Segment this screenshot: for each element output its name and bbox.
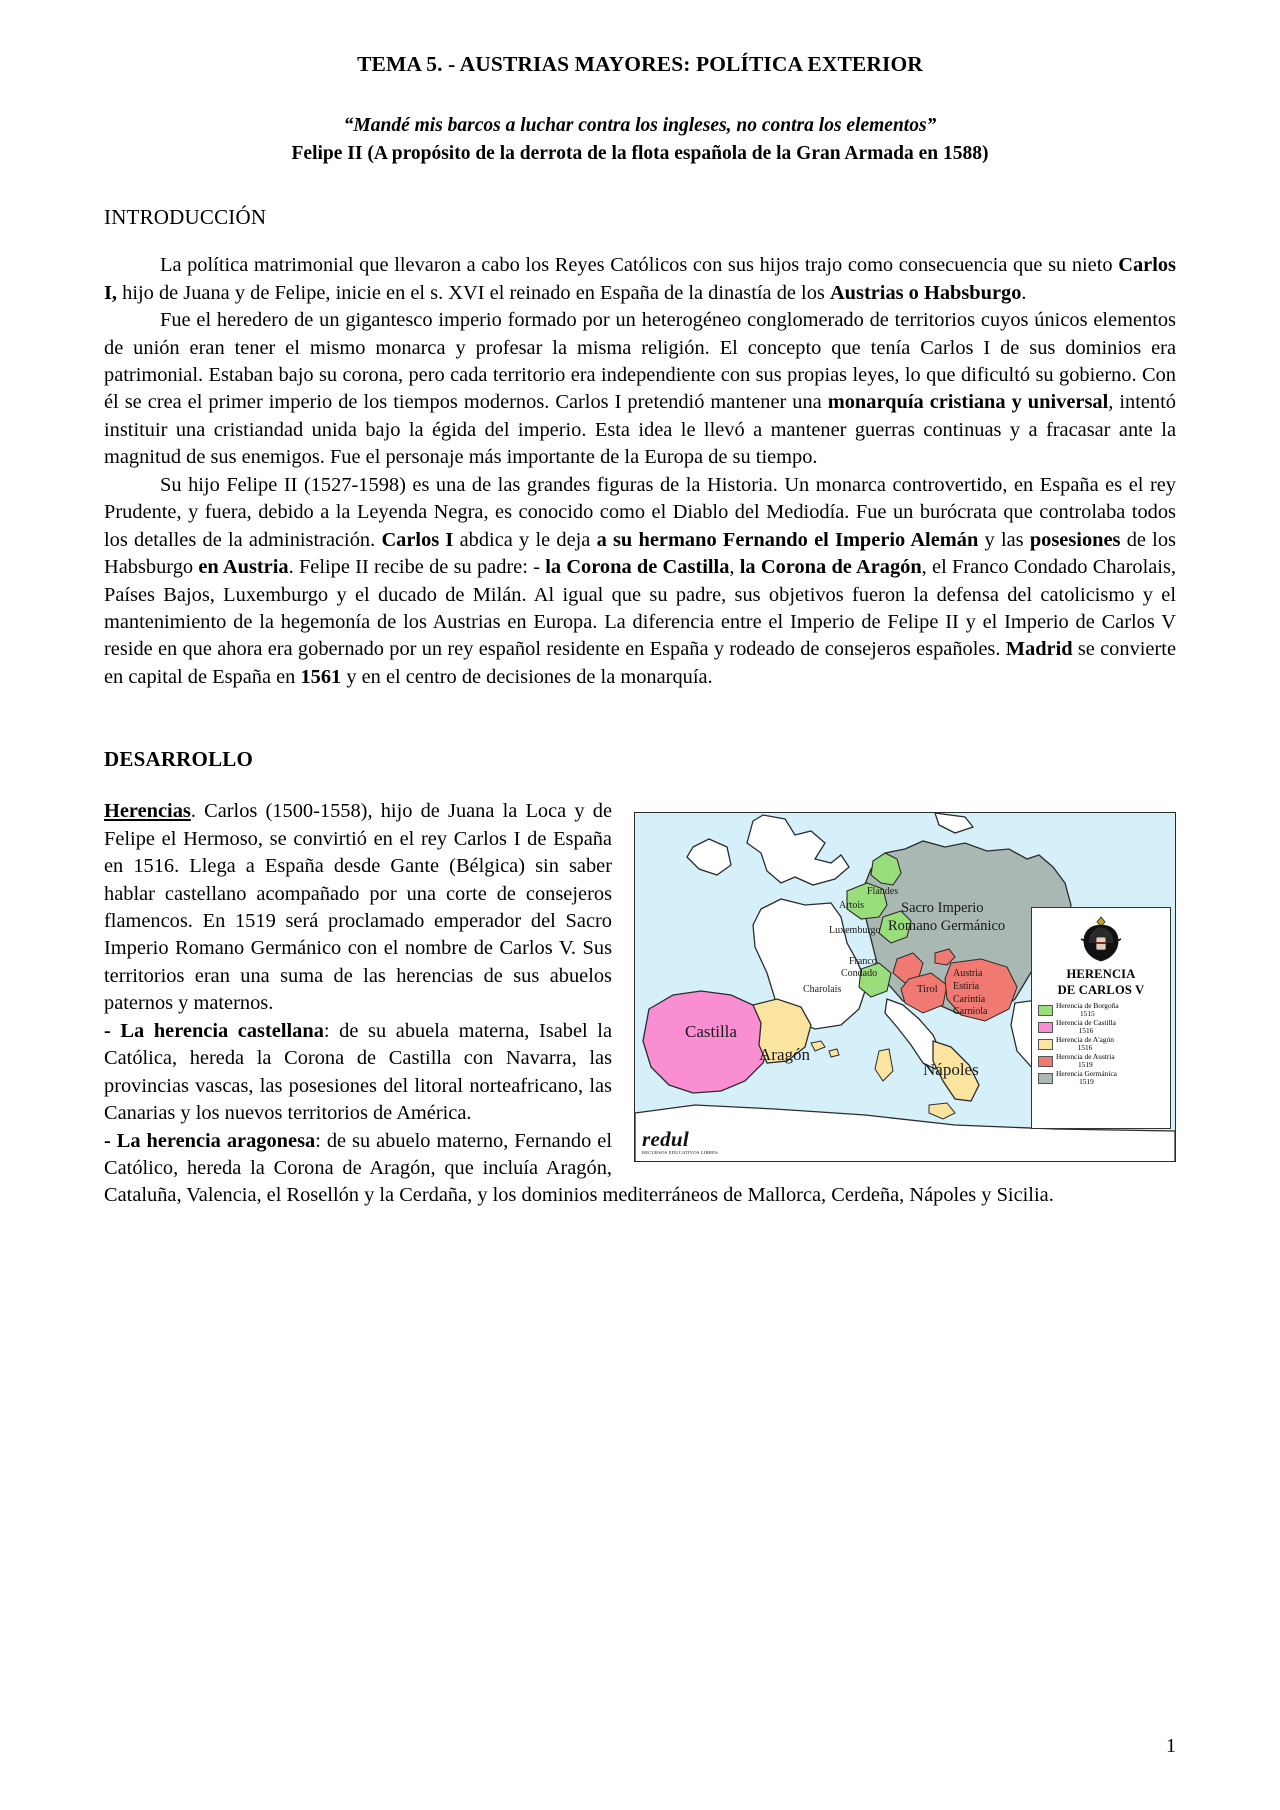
map-label-flandes: Flandes bbox=[867, 886, 899, 898]
p3-text-g: de los Habsburgo bbox=[104, 528, 1176, 579]
legend-item-austria bbox=[1038, 1053, 1166, 1069]
herencia-aragonesa-label: - La herencia aragonesa bbox=[104, 1129, 316, 1152]
map-frame bbox=[634, 812, 1176, 1162]
epigraph bbox=[104, 113, 1176, 167]
legend-label-austria-text: Herencia de Austria bbox=[1056, 1052, 1115, 1062]
p3-bold-carlos-i: Carlos I bbox=[381, 528, 454, 551]
herencia-castellana-label: - La herencia castellana bbox=[104, 1019, 324, 1042]
p3-text-i: . Felipe II recibe de su padre: - bbox=[288, 556, 546, 579]
herencias-label: Herencias bbox=[104, 800, 191, 823]
p3-text-c: abdica y le deja bbox=[453, 528, 597, 551]
legend-title-line1: HERENCIA bbox=[1066, 967, 1136, 982]
legend-swatch-castilla bbox=[1038, 1022, 1053, 1033]
paragraph-1 bbox=[104, 252, 1176, 307]
land-castilla bbox=[643, 991, 771, 1093]
herencia-aragonesa-text: : de su abuelo materno, Fernando el Católico, hereda la Corona de Aragón, que incluía Aragón, Cataluña, Valencia, el Rosellón y la Cerdaña, y los dominios mediterráneos de Mallorca, Cerdeña, Nápoles y Sicilia. bbox=[104, 1129, 1054, 1207]
map-label-carniola: Carniola bbox=[953, 1006, 988, 1018]
map-label-charolais: Charolais bbox=[803, 984, 842, 996]
heading-introduccion: INTRODUCCIÓN bbox=[104, 205, 267, 230]
herencias-text: . Carlos (1500-1558), hijo de Juana la Loca y de Felipe el Hermoso, se convirtió en el rey Carlos I de España en 1516. Llega a España desde Gante (Bélgica) sin saber hablar castellano acompañado por una corte de consejeros flamencos. En 1519 será proclamado emperador del Sacro Imperio Romano Germánico con el nombre de Carlos V. Sus territorios eran una suma de las herencias de sus abuelos paternos y maternos. bbox=[104, 800, 612, 1015]
map-label-condado: Condado bbox=[841, 968, 878, 980]
herencia-castellana-text: : de su abuela materna, Isabel la Católica, hereda la Corona de Castilla con Navarra, las provincias vascas, las posesiones del litoral norteafricano, las Canarias y los nuevos territorios de América. bbox=[104, 1019, 612, 1125]
p1-text-c: hijo de Juana y de Felipe, inicie en el s. XVI el reinado en España de la dinastía de los bbox=[117, 281, 830, 304]
p3-text-e: y las bbox=[978, 528, 1030, 551]
legend-label-aragon-text: Herencia de A'agón bbox=[1056, 1035, 1114, 1045]
land-cerdena bbox=[875, 1049, 893, 1081]
epigraph-quote: “Mandé mis barcos a luchar contra los ingleses, no contra los elementos” bbox=[343, 115, 937, 136]
legend-items bbox=[1036, 1002, 1166, 1086]
map-label-romano-germanico: Romano Germánico bbox=[888, 918, 1006, 935]
p1-bold-carlos-i: Carlos I, bbox=[104, 254, 1176, 304]
legend-year-austria: 1519 bbox=[1077, 1060, 1093, 1070]
legend-year-castilla: 1516 bbox=[1078, 1026, 1094, 1036]
p3-text-o: se convierte en capital de España en bbox=[104, 638, 1176, 688]
p3-text-q: y en el centro de decisiones de la monarquía. bbox=[341, 665, 713, 688]
p2-text-c: , intentó instituir una cristiandad unida bajo la égida del imperio. Esta idea le llevó a mantener guerras continuas y a fracasar ante la magnitud de sus enemigos. Fue el personaje más importante de la Europa de su tiempo. bbox=[104, 391, 1176, 469]
legend-swatch-germanica bbox=[1038, 1073, 1053, 1084]
land-baleares bbox=[811, 1041, 825, 1051]
p2-bold-monarquia: monarquía cristiana y universal bbox=[827, 391, 1109, 414]
legend-year-borgona: 1515 bbox=[1079, 1009, 1095, 1019]
legend-title-line2: DE CARLOS V bbox=[1057, 983, 1145, 998]
p3-bold-posesiones: posesiones bbox=[1029, 528, 1121, 551]
p3-bold-madrid: Madrid bbox=[1005, 638, 1073, 661]
map-label-franco: Franco bbox=[849, 956, 877, 968]
map-label-napoles: Nápoles bbox=[923, 1060, 979, 1080]
p3-text-m: , el Franco Condado Charolais, Países Bajos, Luxemburgo y el ducado de Milán. Al igual que su padre, sus objetivos fueron la defensa del catolicismo y el mantenimiento de la hegemonía de los Austrias en Europa. La diferencia entre el Imperio de Felipe II y el Imperio de Carlos V reside en que ahora era gobernado por un rey español residente en España y rodeado de consejeros españoles. bbox=[104, 556, 1176, 661]
land-sicilia bbox=[929, 1103, 955, 1119]
legend-swatch-aragon bbox=[1038, 1039, 1053, 1050]
map-figure-herencia-carlos-v bbox=[634, 812, 1176, 1162]
map-label-austria: Austria bbox=[953, 968, 983, 980]
legend-label-aragon bbox=[1056, 1036, 1114, 1052]
land-denmark bbox=[935, 813, 973, 833]
land-baleares-2 bbox=[829, 1049, 839, 1057]
p3-text-a: Su hijo Felipe II (1527-1598) es una de las grandes figuras de la Historia. Un monarca controvertido, en España es el rey Prudente, y fuera, debido a la Leyenda Negra, es conocido como el Diablo del Mediodía. Fue un burócrata que controlaba todos los detalles de la administración. bbox=[104, 473, 1176, 551]
map-label-artois: Artois bbox=[839, 900, 864, 912]
herencias-block bbox=[104, 798, 1176, 1210]
legend-year-germanica: 1519 bbox=[1079, 1077, 1094, 1087]
legend-label-borgona-text: Herencia de Borgoña bbox=[1056, 1001, 1119, 1011]
p1-bold-austrias: Austrias o Habsburgo bbox=[829, 281, 1022, 304]
legend-label-castilla bbox=[1056, 1019, 1116, 1035]
legend-label-germanica bbox=[1056, 1070, 1117, 1086]
p3-bold-corona-castilla: la Corona de Castilla bbox=[545, 556, 730, 579]
map-watermark bbox=[642, 1127, 718, 1155]
map-legend bbox=[1031, 907, 1171, 1129]
map-watermark-subtext: RECURSOS EDUCATIVOS LIBRES bbox=[642, 1150, 718, 1156]
paragraph-2 bbox=[104, 307, 1176, 472]
legend-label-austria bbox=[1056, 1053, 1115, 1069]
legend-year-aragon: 1516 bbox=[1077, 1043, 1093, 1053]
map-label-luxemburgo: Luxemburgo bbox=[829, 925, 881, 937]
legend-label-castilla-text: Herencia de Castilla bbox=[1056, 1018, 1116, 1028]
p3-bold-1561: 1561 bbox=[300, 665, 342, 688]
p3-bold-corona-aragon: la Corona de Aragón bbox=[739, 556, 922, 579]
map-watermark-text: redul bbox=[642, 1127, 690, 1152]
map-label-castilla: Castilla bbox=[685, 1022, 737, 1042]
legend-label-germanica-text: Herencia Germánica bbox=[1056, 1069, 1117, 1079]
epigraph-attribution: Felipe II (A propósito de la derrota de la flota española de la Gran Armada en 1588) bbox=[291, 143, 989, 165]
map-label-estiria: Estiria bbox=[953, 981, 980, 993]
heading-desarrollo: DESARROLLO bbox=[104, 747, 254, 772]
map-label-sacro-imperio: Sacro Imperio bbox=[901, 900, 984, 917]
p3-bold-en-austria: en Austria bbox=[198, 556, 289, 579]
p3-bold-fernando: a su hermano Fernando el Imperio Alemán bbox=[596, 528, 979, 551]
crest-svg bbox=[1079, 913, 1123, 965]
legend-item-germanica bbox=[1038, 1070, 1166, 1086]
legend-item-aragon bbox=[1038, 1036, 1166, 1052]
p1-text-e: . bbox=[1021, 281, 1027, 304]
p1-text-a: La política matrimonial que llevaron a cabo los Reyes Católicos con sus hijos trajo como consecuencia que su nieto bbox=[160, 254, 1119, 277]
legend-item-borgona bbox=[1038, 1002, 1166, 1018]
legend-item-castilla bbox=[1038, 1019, 1166, 1035]
legend-swatch-austria bbox=[1038, 1056, 1053, 1067]
page-number: 1 bbox=[1166, 1735, 1176, 1757]
p2-text-a: Fue el heredero de un gigantesco imperio formado por un heterogéneo conglomerado de territorios cuyos únicos elementos de unión eran tener el mismo monarca y profesar la misma religión. El concepto que tenía Carlos I de sus dominios era patrimonial. Estaban bajo su corona, pero cada territorio era independiente con sus propias leyes, lo que dificultó su gobierno. Con él se crea el primer imperio de los tiempos modernos. Carlos I pretendió mantener una bbox=[104, 309, 1176, 414]
page-title: TEMA 5. - AUSTRIAS MAYORES: POLÍTICA EXTERIOR bbox=[357, 52, 923, 76]
map-label-carintia: Carintia bbox=[953, 994, 986, 1006]
paragraph-3 bbox=[104, 472, 1176, 692]
imperial-crest-icon bbox=[1079, 913, 1123, 965]
land-ireland bbox=[687, 839, 731, 875]
land-british-isles bbox=[747, 815, 849, 885]
legend-swatch-borgona bbox=[1038, 1005, 1053, 1016]
p3-text-k: , bbox=[729, 556, 740, 579]
map-label-tirol: Tirol bbox=[917, 984, 938, 996]
map-label-aragon: Aragón bbox=[759, 1045, 810, 1065]
legend-label-borgona bbox=[1056, 1002, 1119, 1018]
